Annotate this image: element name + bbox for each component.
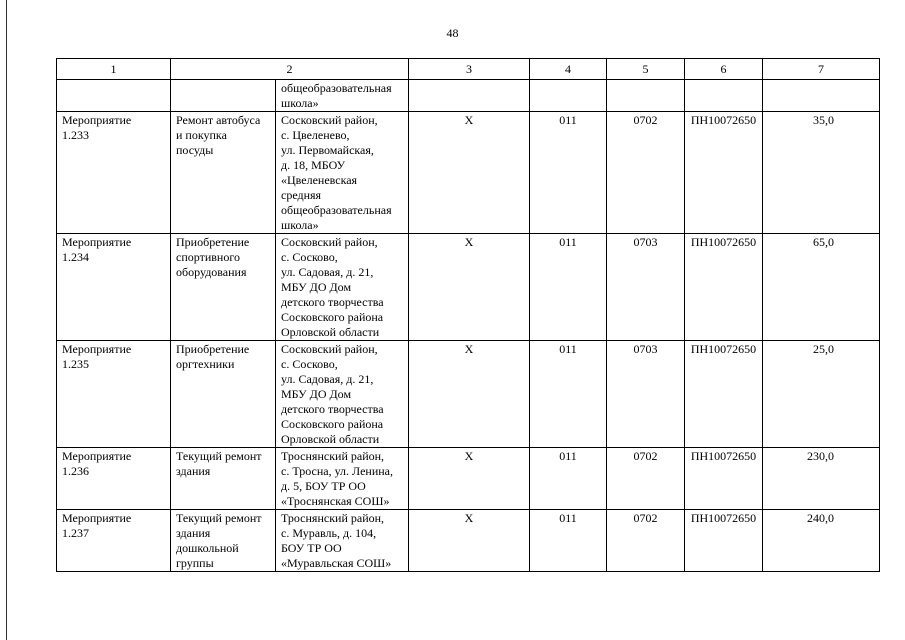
address-cell: Троснянский район, с. Тросна, ул. Ленина, д. 5, БОУ ТР ОО «Троснянская СОШ» — [276, 448, 409, 510]
col4-cell: 011 — [530, 510, 607, 572]
left-margin-rule — [6, 0, 7, 640]
address-cell: Сосковский район, с. Сосково, ул. Садовая, д. 21, МБУ ДО Дом детского творчества Сосковского района Орловской области — [276, 234, 409, 341]
event-cell: Мероприятие 1.234 — [57, 234, 171, 341]
description-cell: Приобретение оргтехники — [171, 341, 276, 448]
header-cell-3: 3 — [409, 59, 530, 80]
col4-cell: 011 — [530, 448, 607, 510]
col3-cell: X — [409, 234, 530, 341]
budget-table — [56, 58, 880, 572]
col3-cell: X — [409, 510, 530, 572]
table-row — [57, 341, 880, 448]
col6-cell: ПН10072650 — [685, 510, 763, 572]
description-cell: Текущий ремонт здания дошкольной группы — [171, 510, 276, 572]
col5-cell: 0702 — [607, 448, 685, 510]
header-cell-2: 2 — [171, 59, 409, 80]
description-cell: Приобретение спортивного оборудования — [171, 234, 276, 341]
description-cell: Текущий ремонт здания — [171, 448, 276, 510]
col5-cell: 0703 — [607, 341, 685, 448]
col6-cell: ПН10072650 — [685, 112, 763, 234]
table-row — [57, 510, 880, 572]
col5-cell: 0702 — [607, 112, 685, 234]
amount-cell: 240,0 — [763, 510, 880, 572]
address-cell: Троснянский район, с. Муравль, д. 104, БОУ ТР ОО «Муравльская СОШ» — [276, 510, 409, 572]
description-cell: Ремонт автобуса и покупка посуды — [171, 112, 276, 234]
event-cell: Мероприятие 1.233 — [57, 112, 171, 234]
page-number: 48 — [446, 26, 459, 40]
amount-cell: 35,0 — [763, 112, 880, 234]
event-cell: Мероприятие 1.237 — [57, 510, 171, 572]
col5-cell: 0702 — [607, 510, 685, 572]
col4-cell: 011 — [530, 112, 607, 234]
col6-cell: ПН10072650 — [685, 448, 763, 510]
col6-cell: ПН10072650 — [685, 341, 763, 448]
col4-cell: 011 — [530, 341, 607, 448]
col3-cell: X — [409, 448, 530, 510]
header-cell-4: 4 — [530, 59, 607, 80]
amount-cell: 25,0 — [763, 341, 880, 448]
col3-cell: X — [409, 112, 530, 234]
header-cell-5: 5 — [607, 59, 685, 80]
table-row — [57, 112, 880, 234]
table-row — [57, 234, 880, 341]
amount-cell: 65,0 — [763, 234, 880, 341]
col3-cell: X — [409, 341, 530, 448]
header-cell-1: 1 — [57, 59, 171, 80]
address-cell: Сосковский район, с. Сосково, ул. Садовая, д. 21, МБУ ДО Дом детского творчества Сосковского района Орловской области — [276, 341, 409, 448]
column-number-row — [57, 59, 880, 80]
event-cell: Мероприятие 1.236 — [57, 448, 171, 510]
col4-cell: 011 — [530, 234, 607, 341]
event-cell: Мероприятие 1.235 — [57, 341, 171, 448]
header-cell-7: 7 — [763, 59, 880, 80]
col5-cell: 0703 — [607, 234, 685, 341]
header-cell-6: 6 — [685, 59, 763, 80]
address-cell: Сосковский район, с. Цвеленево, ул. Первомайская, д. 18, МБОУ «Цвеленевская средняя общеобразовательная школа» — [276, 112, 409, 234]
continuation-row — [57, 80, 880, 112]
continuation-address: общеобразовательная школа» — [276, 80, 409, 112]
amount-cell: 230,0 — [763, 448, 880, 510]
col6-cell: ПН10072650 — [685, 234, 763, 341]
table-row — [57, 448, 880, 510]
